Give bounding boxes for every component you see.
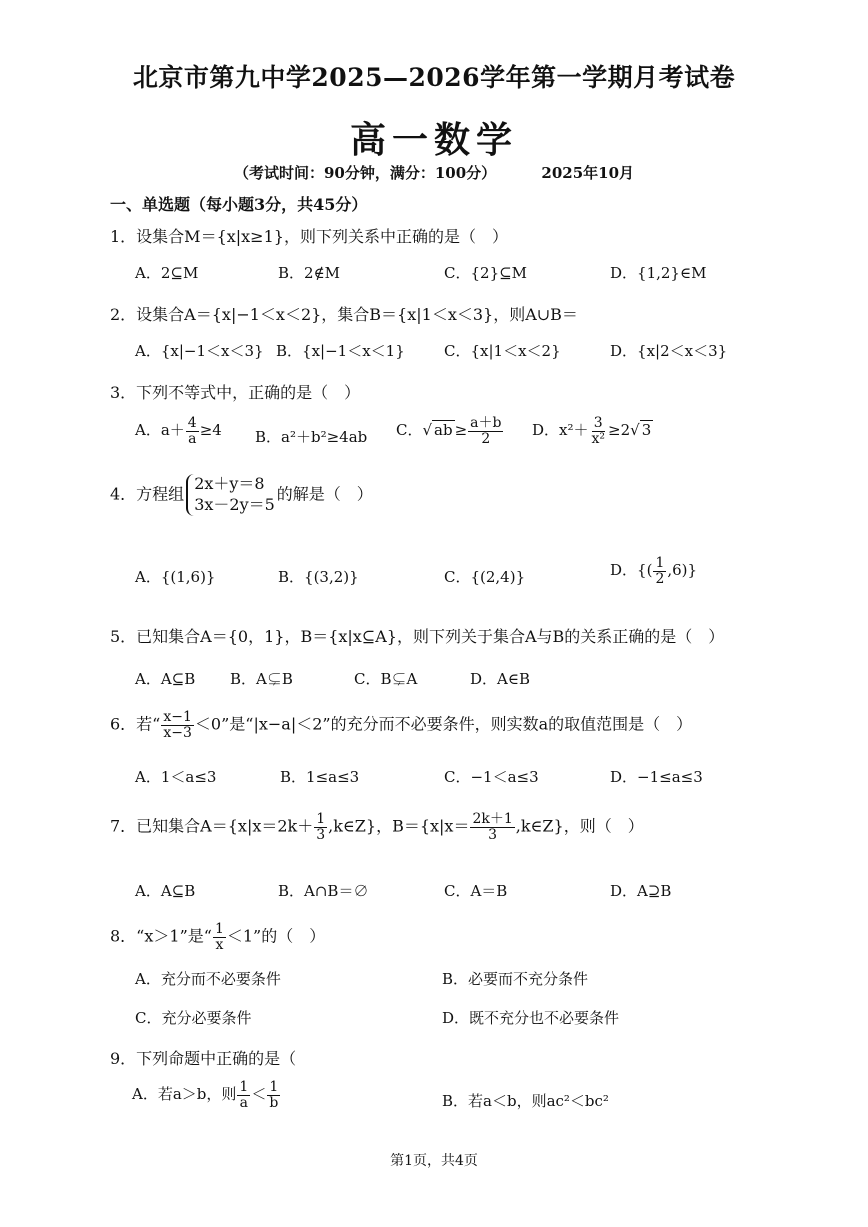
q4-d-suffix: ,6)} (667, 561, 698, 580)
q3-d-numerator: 3 (593, 415, 603, 431)
q7-stem-suffix: ,k∈Z}，则（ ） (515, 816, 644, 836)
exam-time-score: （考试时间：90分钟，满分：100分） (233, 164, 497, 182)
exam-date: 2025年10月 (541, 164, 635, 182)
q3-d-prefix: D．x²＋ (532, 421, 589, 440)
question-9-stem: 9．下列命题中正确的是（ (110, 1049, 297, 1068)
q6-stem-prefix: 6．若“ (110, 714, 161, 734)
exam-info (0, 162, 868, 183)
q5-option-b: B．A⊊B (230, 670, 293, 688)
q2-option-c: C．{x|1＜x＜2} (444, 342, 561, 360)
q7-option-d: D．A⊇B (610, 882, 672, 900)
q9-a-fraction-2 (267, 1080, 280, 1110)
q5-option-d: D．A∈B (470, 670, 530, 688)
q3-option-d: D．x²＋ $\frac{3}{\text{x²}}$ ≥2√ 3 (532, 415, 652, 447)
q3-c-denominator: 2 (481, 430, 491, 447)
q9-a-relation: ＜ (251, 1085, 267, 1104)
q4-equation-1: 2x＋y＝8 (194, 474, 265, 493)
q6-denominator: x−3 (163, 724, 192, 741)
q7-b-denominator: 3 (488, 826, 498, 843)
q4-option-a: A．{(1,6)} (135, 568, 216, 586)
question-8-stem (110, 922, 325, 952)
q4-d-fraction (653, 556, 666, 586)
q3-option-a (135, 416, 222, 446)
q3-c-fraction (468, 416, 503, 446)
q1-option-d: D．{1,2}∈M (610, 264, 707, 282)
question-5-stem: 5．已知集合A＝{0，1}，B＝{x|x⊆A}，则下列关于集合A与B的关系正确的是（ ） (110, 627, 725, 646)
q3-d-fraction (590, 416, 608, 446)
q7-b-fraction (470, 812, 514, 842)
q3-c-relation: ≥ (454, 421, 468, 440)
q6-option-b: B．1≤a≤3 (280, 768, 360, 786)
q8-option-c: C．充分必要条件 (135, 1009, 252, 1027)
q4-d-denominator: 2 (655, 570, 665, 587)
q5-option-a: A．A⊆B (135, 670, 196, 688)
q7-option-c: C．A＝B (444, 882, 508, 900)
q3-d-radicand: 3 (641, 421, 652, 440)
q1-option-b: B．2∉M (278, 264, 341, 282)
q1-option-a: A．2⊆M (135, 264, 199, 282)
q9-a-fraction-1 (237, 1080, 250, 1110)
q3-c-prefix: C． (396, 421, 423, 440)
q8-stem-suffix: ＜1”的（ ） (226, 926, 326, 946)
q4-equation-2: 3x－2y＝5 (194, 494, 275, 514)
subject-title: 高一数学 (349, 119, 518, 161)
q3-a-prefix: A．a＋ (135, 421, 185, 440)
q6-numerator: x−1 (163, 709, 192, 725)
q9-a-numerator-2: 1 (269, 1079, 279, 1095)
section-heading: 一、单选题（每小题3分，共45分） (110, 195, 368, 214)
q3-d-suffix: ≥2 (608, 421, 631, 440)
q9-option-a (132, 1080, 281, 1110)
q9-a-denominator-2: b (269, 1094, 279, 1111)
q3-c-numerator: a＋b (470, 415, 502, 431)
q5-option-c: C．B⊊A (354, 670, 418, 688)
question-4-stem (110, 474, 373, 516)
q8-denominator: x (215, 936, 224, 953)
question-2-stem: 2．设集合A＝{x|−1＜x＜2}，集合B＝{x|1＜x＜3}，则A∪B＝ (110, 305, 578, 324)
q4-option-b: B．{(3,2)} (278, 568, 359, 586)
q7-b-numerator: 2k＋1 (472, 811, 513, 827)
q6-fraction (161, 710, 194, 740)
q4-d-numerator: 1 (655, 555, 665, 571)
q3-option-c: C．√ ab ≥ $\frac{a+b}{2}$ (396, 415, 502, 447)
q3-a-numerator: 4 (187, 415, 197, 431)
equation-system (186, 474, 275, 516)
q3-a-fraction (186, 416, 199, 446)
q7-option-b: B．A∩B＝∅ (278, 882, 369, 900)
q3-a-suffix: ≥4 (199, 421, 222, 440)
q8-numerator: 1 (214, 921, 224, 937)
question-6-stem (110, 710, 692, 740)
q7-stem-prefix: 7．已知集合A＝{x|x＝2k＋ (110, 816, 314, 836)
q6-option-a: A．1＜a≤3 (135, 768, 217, 786)
page-footer: 第1页，共4页 (390, 1153, 478, 1169)
q3-d-denominator: x² (591, 430, 606, 447)
q1-option-c: C．{2}⊆M (444, 264, 528, 282)
q6-stem-suffix: ＜0”是“|x−a|＜2”的充分而不必要条件，则实数a的取值范围是（ ） (194, 714, 693, 734)
question-3-stem: 3．下列不等式中，正确的是（ ） (110, 383, 361, 402)
q4-option-c: C．{(2,4)} (444, 568, 526, 586)
q2-option-d: D．{x|2＜x＜3} (610, 342, 728, 360)
q2-option-a: A．{x|−1＜x＜3} (135, 342, 264, 360)
q7-mid: ,k∈Z}，B＝{x|x＝ (328, 816, 470, 836)
q4-stem-prefix: 4．方程组 (110, 484, 185, 504)
school-title: 北京市第九中学2025—2026学年第一学期月考试卷 (132, 63, 736, 92)
q9-option-b: B．若a＜b，则ac²＜bc² (442, 1092, 609, 1110)
q4-stem-suffix: 的解是（ ） (276, 484, 373, 504)
q8-option-a: A．充分而不必要条件 (135, 970, 281, 988)
q3-c-radicand: ab (434, 421, 453, 440)
q2-option-b: B．{x|−1＜x＜1} (276, 342, 405, 360)
q9-a-numerator-1: 1 (239, 1079, 249, 1095)
q4-d-prefix: D．{( (610, 561, 653, 580)
q7-a-fraction (314, 812, 327, 842)
q4-option-d (610, 556, 697, 586)
q6-option-d: D．−1≤a≤3 (610, 768, 703, 786)
question-7-stem (110, 812, 644, 842)
q8-option-d: D．既不充分也不必要条件 (442, 1009, 620, 1027)
q8-fraction (213, 922, 226, 952)
q7-a-numerator: 1 (316, 811, 326, 827)
q3-a-denominator: a (188, 430, 197, 447)
q7-option-a: A．A⊆B (135, 882, 196, 900)
q8-stem-prefix: 8．“x＞1”是“ (110, 926, 212, 946)
q8-option-b: B．必要而不充分条件 (442, 970, 589, 988)
q3-option-b: B．a²＋b²≥4ab (255, 428, 368, 446)
q7-a-denominator: 3 (316, 826, 326, 843)
question-1-stem: 1．设集合M＝{x|x≥1}，则下列关系中正确的是（ ） (110, 227, 508, 246)
q6-option-c: C．−1＜a≤3 (444, 768, 539, 786)
q9-a-prefix: A．若a＞b，则 (132, 1085, 237, 1104)
q9-a-denominator-1: a (239, 1094, 249, 1111)
